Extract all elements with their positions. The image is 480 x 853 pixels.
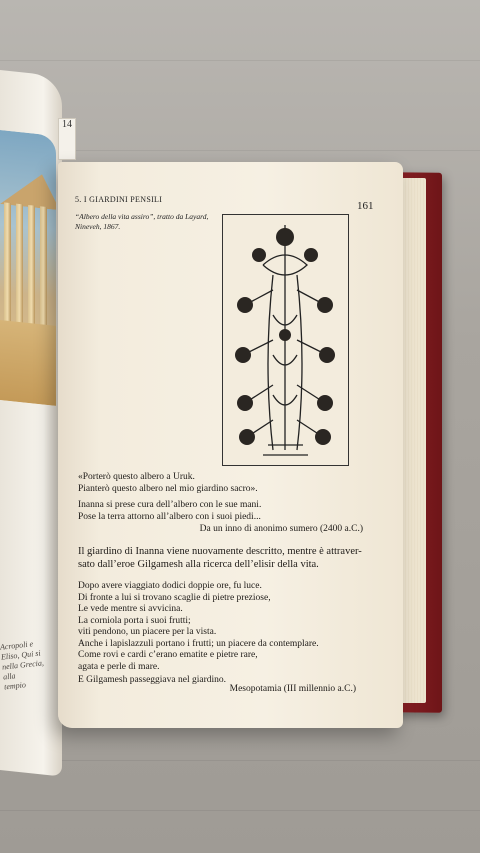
figure-caption: “Albero della vita assiro”, tratto da Layard, Nineveh, 1867.	[75, 212, 209, 231]
page-number: 161	[357, 200, 374, 212]
running-head: 5. I GIARDINI PENSILI	[75, 195, 163, 204]
gilgamesh-poem: Dopo avere viaggiato dodici doppie ore, fu luce. Di fronte a lui si trovano scaglie di pietre preziose, Le vede mentre si avvicina. La corniola porta i suoi frutti; viti pendono, un piacere per la vista. Anche i lapislazzuli portano i frutti; un piacere da contemplare. Come rovi e cardi c’erano ematite e pietre rare, agata e perle di mare.	[78, 581, 319, 672]
page-tab: 14	[58, 118, 76, 160]
body-paragraph: Il giardino di Inanna viene nuovamente descritto, mentre è attraver- sato dall’eroe Gilgamesh alla ricerca dell’elisir della vita.	[78, 546, 362, 570]
poem-final-line: E Gilgamesh passeggiava nel giardino.	[78, 675, 227, 685]
temple-photo	[0, 130, 56, 406]
attribution-mesopotamia: Mesopotamia (III millennio a.C.)	[229, 684, 356, 694]
quote-uruk: «Porterò questo albero a Uruk. Pianterò questo albero nel mio giardino sacro».	[78, 472, 258, 494]
left-photo-caption: Acropoli e Eliso, Qui si nella Grecia, alla tempio	[0, 639, 45, 692]
tree-of-life-illustration	[222, 214, 349, 466]
quote-inanna: Inanna si prese cura dell’albero con le sue mani. Pose la terra attorno all’albero con i suoi piedi...	[78, 500, 262, 522]
attribution-sumerian: Da un inno di anonimo sumero (2400 a.C.)	[199, 524, 363, 534]
